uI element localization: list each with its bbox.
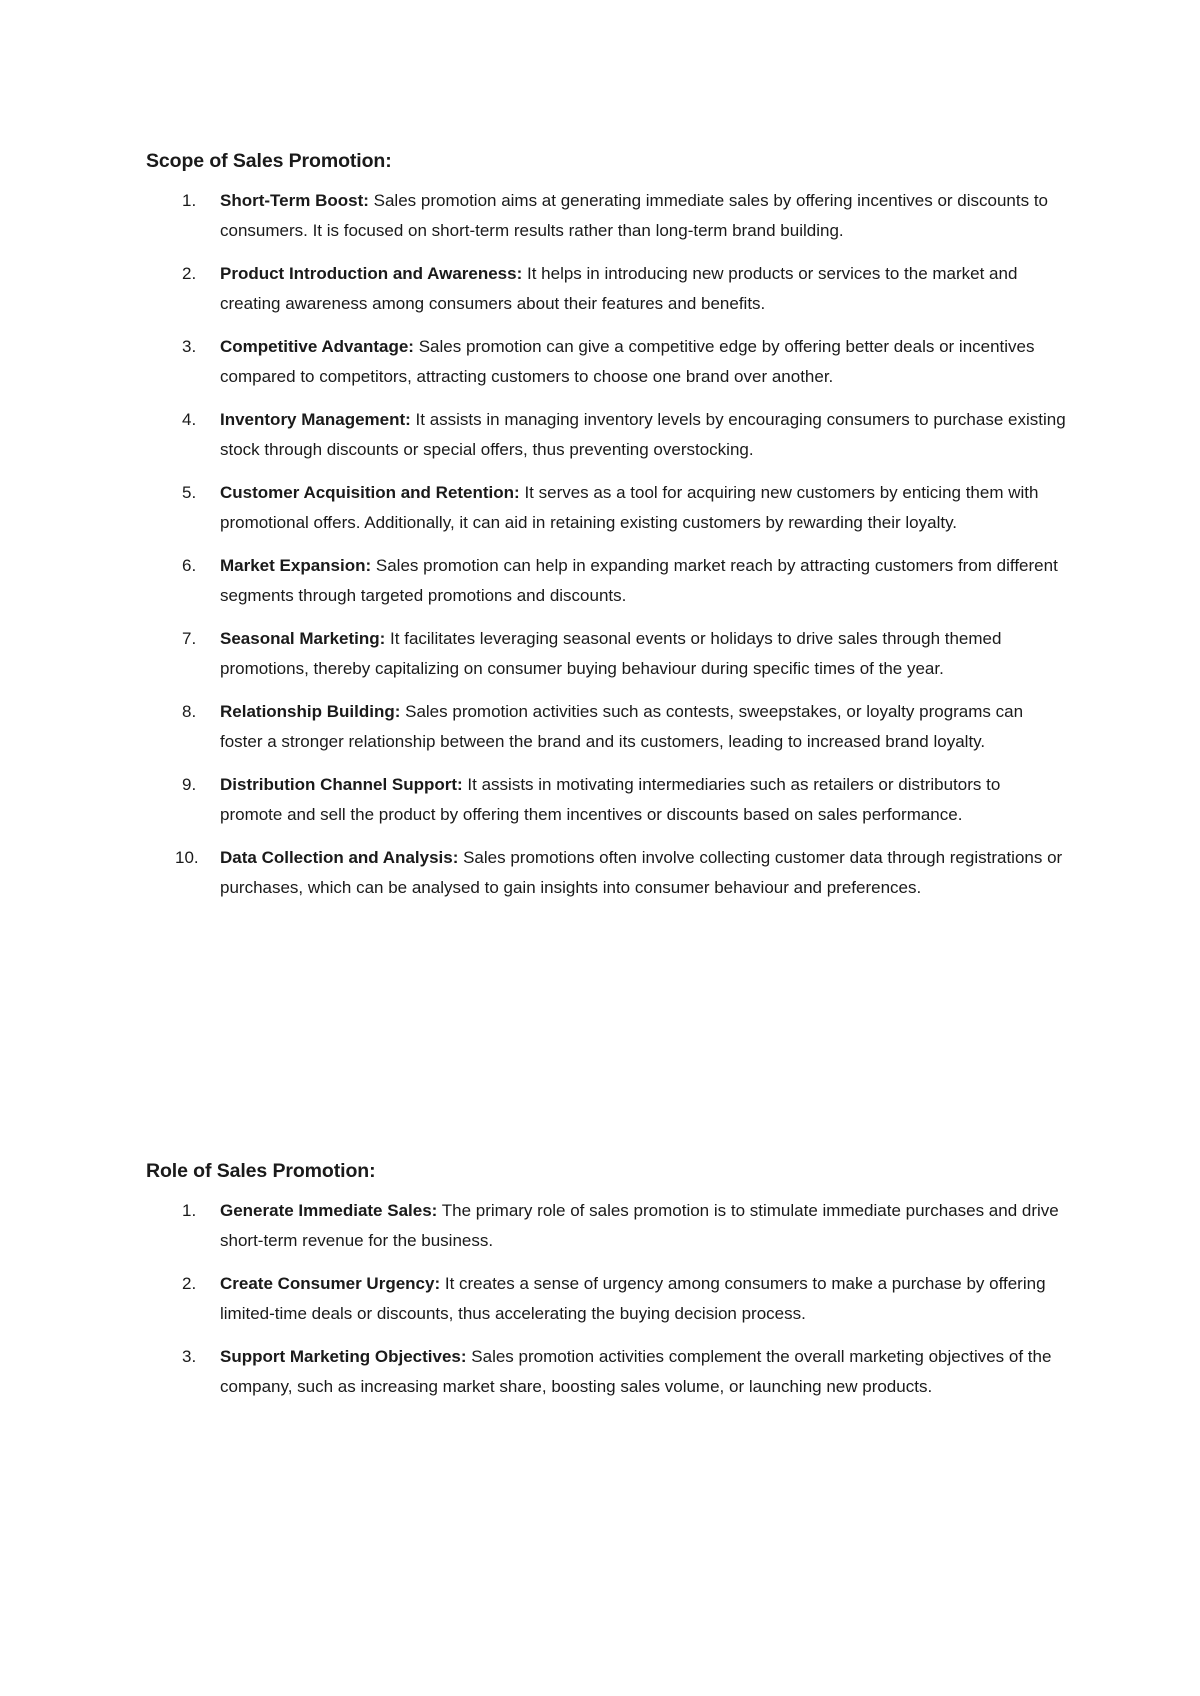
list-number: 6. [182, 556, 197, 575]
list-number: 5. [182, 483, 197, 502]
item-term: Market Expansion: [220, 556, 372, 575]
list-number: 8. [182, 702, 197, 721]
list-number: 9. [182, 775, 197, 794]
item-term: Distribution Channel Support: [220, 775, 463, 794]
role-section [146, 1158, 1066, 1415]
item-term: Data Collection and Analysis: [220, 848, 459, 867]
scope-item-data-collection [146, 843, 1066, 902]
item-text: It facilitates leveraging seasonal events or holidays to drive sales through themed promotions, thereby capitalizing on consumer buying behaviour during specific times of the year. [220, 629, 1002, 678]
item-text: Sales promotion can give a competitive edge by offering better deals or incentives compared to competitors, attracting customers to choose one brand over another. [220, 337, 1035, 386]
item-term: Support Marketing Objectives: [220, 1347, 467, 1366]
scope-item-customer-acquisition [146, 478, 1066, 537]
list-number: 2. [182, 1274, 197, 1293]
item-text: The primary role of sales promotion is to stimulate immediate purchases and drive short-term revenue for the business. [220, 1201, 1059, 1250]
list-number: 10. [175, 848, 199, 867]
scope-item-relationship-building [146, 697, 1066, 756]
scope-item-inventory-management [146, 405, 1066, 464]
list-number: 1. [182, 191, 197, 210]
item-term: Customer Acquisition and Retention: [220, 483, 520, 502]
role-item-marketing-objectives [146, 1342, 1066, 1401]
item-text: It serves as a tool for acquiring new customers by enticing them with promotional offers. Additionally, it can aid in retaining existing customers by rewarding their loyalty. [220, 483, 1039, 532]
item-text: It assists in motivating intermediaries such as retailers or distributors to promote and sell the product by offering them incentives or discounts based on sales performance. [220, 775, 1001, 824]
scope-section [146, 148, 1066, 916]
list-number: 7. [182, 629, 197, 648]
role-heading: Role of Sales Promotion: [146, 1160, 376, 1182]
role-list [146, 1196, 1066, 1401]
role-item-consumer-urgency [146, 1269, 1066, 1328]
list-number: 1. [182, 1201, 197, 1220]
item-term: Inventory Management: [220, 410, 411, 429]
scope-list [146, 186, 1066, 902]
item-term: Short-Term Boost: [220, 191, 369, 210]
list-number: 3. [182, 1347, 197, 1366]
item-text: It creates a sense of urgency among consumers to make a purchase by offering limited-time deals or discounts, thus accelerating the buying decision process. [220, 1274, 1046, 1323]
item-text: Sales promotion aims at generating immediate sales by offering incentives or discounts to consumers. It is focused on short-term results rather than long-term brand building. [220, 191, 1049, 240]
list-number: 2. [182, 264, 197, 283]
scope-item-product-introduction [146, 259, 1066, 318]
item-term: Product Introduction and Awareness: [220, 264, 523, 283]
item-text: Sales promotion activities such as contests, sweepstakes, or loyalty programs can foster a stronger relationship between the brand and its customers, leading to increased brand loyalty. [220, 702, 1024, 751]
scope-item-competitive-advantage [146, 332, 1066, 391]
list-number: 4. [182, 410, 197, 429]
item-text: It helps in introducing new products or services to the market and creating awareness among consumers about their features and benefits. [220, 264, 1018, 313]
scope-item-short-term-boost [146, 186, 1066, 245]
role-item-immediate-sales [146, 1196, 1066, 1255]
scope-item-market-expansion [146, 551, 1066, 610]
scope-item-seasonal-marketing [146, 624, 1066, 683]
item-term: Seasonal Marketing: [220, 629, 386, 648]
item-term: Competitive Advantage: [220, 337, 414, 356]
item-term: Create Consumer Urgency: [220, 1274, 441, 1293]
item-term: Generate Immediate Sales: [220, 1201, 438, 1220]
list-number: 3. [182, 337, 197, 356]
item-term: Relationship Building: [220, 702, 401, 721]
item-text: Sales promotion can help in expanding market reach by attracting customers from different segments through targeted promotions and discounts. [220, 556, 1058, 605]
item-text: It assists in managing inventory levels by encouraging consumers to purchase existing stock through discounts or special offers, thus preventing overstocking. [220, 410, 1066, 459]
scope-heading: Scope of Sales Promotion: [146, 150, 392, 172]
item-text: Sales promotion activities complement the overall marketing objectives of the company, such as increasing market share, boosting sales volume, or launching new products. [220, 1347, 1052, 1396]
item-text: Sales promotions often involve collecting customer data through registrations or purchases, which can be analysed to gain insights into consumer behaviour and preferences. [220, 848, 1063, 897]
scope-item-distribution-channel [146, 770, 1066, 829]
